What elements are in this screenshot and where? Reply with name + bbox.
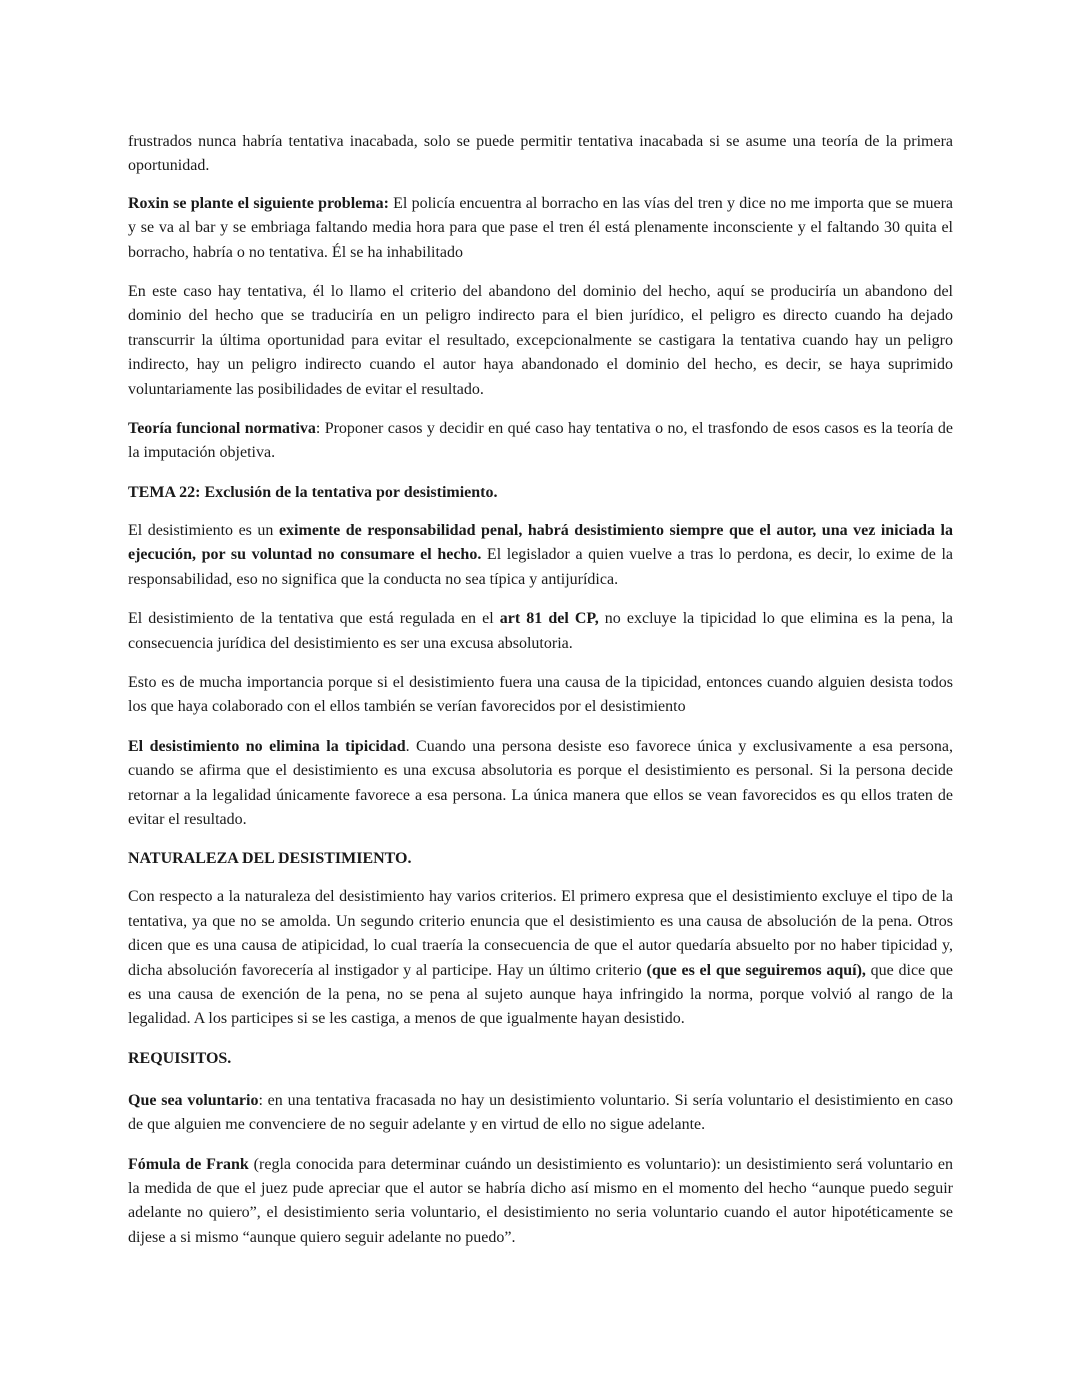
paragraph-bold-lead: Fómula de Frank [128,1155,249,1173]
paragraph-text: En este caso hay tentativa, él lo llamo el criterio del abandono del dominio del hecho, aquí se produciría un abandono del dominio del hecho que se traduciría en un peligro indirecto para el bien jurídico, el peligro es directo cuando ha dejado transcurrir la última oportunidad para evitar el resultado, excepcionalmente se castigara la tentativa cuando hay un peligro indirecto, hay un peligro indirecto cuando el autor haya abandonado el dominio del hecho, es decir, se haya suprimido voluntariamente las posibilidades de evitar el resultado. [128,283,953,398]
paragraph-bold-lead: El desistimiento no elimina la tipicidad [128,737,406,755]
paragraph-text: no excluye la tipicidad lo que elimina es la pena, la consecuencia jurídica del desistimiento es ser una excusa absolutoria. [128,610,954,652]
paragraph-text: El legislador a quien vuelve a tras lo perdona, es decir, lo exime de la responsabilidad, eso no significa que la conducta no sea típica y antijurídica. [128,546,954,588]
paragraph-text: Esto es de mucha importancia porque si el desistimiento fuera una causa de la tipicidad, entonces cuando alguien desista todos los que haya colaborado con el ellos también se verían favorecidos por el desistimiento [128,673,953,716]
heading-requisitos: REQUISITOS. [128,1049,232,1067]
paragraph-text: : en una tentativa fracasada no hay un desistimiento voluntario. Si sería voluntario el desistimiento en caso de que alguien me convenciere de no seguir adelante y en virtud de ello no sigue adelante. [128,1091,953,1134]
paragraph-text: El policía encuentra al borracho en las vías del tren y dice no me importa que se muera y se va al bar y se embriaga faltando media hora para que pase el tren él está plenamente inconsciente y el faltando 30 quita el borracho, habría o no tentativa. Él se ha inhabilitado [128,194,954,261]
paragraph-bold-lead: Que sea voluntario [128,1091,259,1109]
paragraph-bold-inline: (que es el que seguiremos aquí), [646,961,866,979]
paragraph-text: El desistimiento de la tentativa que está regulada en el [128,610,500,628]
paragraph-abandono-dominio [128,280,953,402]
paragraph-teoria-funcional [128,417,953,466]
paragraph-importancia [128,671,953,720]
document-page [128,130,953,1265]
paragraph-text: : Proponer casos y decidir en qué caso hay tentativa o no, el trasfondo de esos casos es la teoría de la imputación objetiva. [128,420,954,462]
paragraph-text: que dice que es una causa de exención de la pena, no se pena al sujeto aunque haya infringido la norma, porque volvió al rango de la legalidad. A los participes si se les castiga, a menos de que igualmente hayan desistido. [128,961,953,1028]
paragraph-naturaleza [128,885,953,1031]
heading-naturaleza: NATURALEZA DEL DESISTIMIENTO. [128,850,412,868]
heading-tema-22: TEMA 22: Exclusión de la tentativa por desistimiento. [128,483,498,501]
paragraph-no-elimina-tipicidad [128,735,953,833]
paragraph-bold-inline: eximente de responsabilidad penal, habrá desistimiento siempre que el autor, una vez iniciada la ejecución, por su voluntad no consumare el hecho. [128,521,954,564]
paragraph-text: El desistimiento es un [128,521,279,539]
paragraph-text: . Cuando una persona desiste eso favorece única y exclusivamente a esa persona, cuando se afirma que el desistimiento es una excusa absolutoria es porque el desistimiento es personal. Si la persona decide retornar a la legalidad únicamente favorece a esa persona. La única manera que ellos se vean favorecidos es qu ellos traten de evitar el resultado. [128,737,954,828]
paragraph-roxin [128,192,953,265]
paragraph-bold-lead: Roxin se plante el siguiente problema: [128,194,389,212]
paragraph-text: Con respecto a la naturaleza del desistimiento hay varios criterios. El primero expresa que el desistimiento excluye el tipo de la tentativa, ya que no se amolda. Un segundo criterio enuncia que el desistimiento es una causa de absolución de la pena. Otros dicen que es una causa de atipicidad, lo cual traería la consecuencia de que el autor quedaría absuelto por no haber tipicidad y, dicha absolución favorecería al instigador y al participe. Hay un último criterio [128,888,953,979]
paragraph-text: (regla conocida para determinar cuándo un desistimiento es voluntario): un desistimiento será voluntario en la medida de que el juez pude apreciar que el autor se habría dicho así mismo en el momento del hecho “aunque puedo seguir adelante no quiero”, el desistimiento seria voluntario, el desistimiento no seria voluntario cuando el autor hipotéticamente se dijese a si mismo “aunque quiero seguir adelante no puedo”. [128,1155,953,1246]
paragraph-art-81 [128,607,953,656]
paragraph-eximente [128,519,953,592]
paragraph-bold-inline: art 81 del CP, [499,610,599,628]
paragraph-text: frustrados nunca habría tentativa inacabada, solo se puede permitir tentativa inacabada si se asume una teoría de la primera oportunidad. [128,133,953,175]
paragraph-formula-frank [128,1153,953,1251]
paragraph-frustrados [128,130,953,179]
paragraph-bold-lead: Teoría funcional normativa [128,420,316,438]
paragraph-voluntario [128,1089,953,1138]
